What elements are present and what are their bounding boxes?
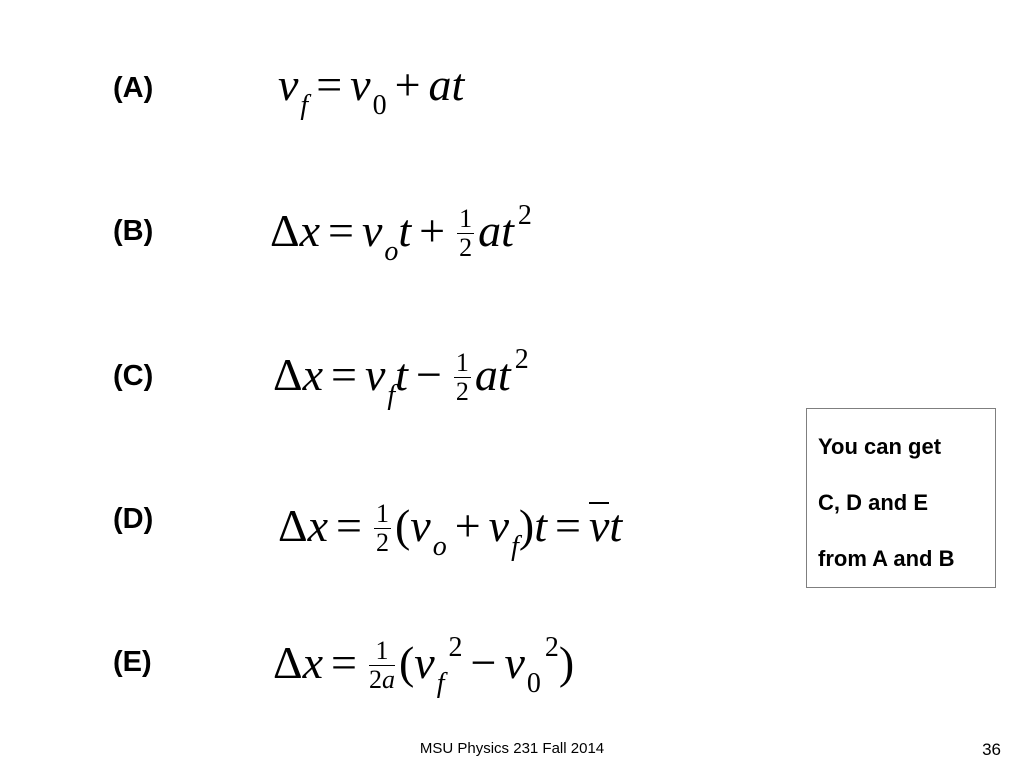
equation-c [273, 344, 529, 412]
label-b: (B) [113, 215, 154, 247]
note-box [806, 408, 996, 588]
label-a: (A) [113, 72, 154, 104]
equation-c-exponent: 2 [514, 344, 529, 376]
equation-d-left-paren: ( [394, 500, 411, 551]
equation-e-v-final: v [414, 637, 435, 689]
label-d: (D) [113, 503, 154, 535]
equation-c-delta: Δ [273, 349, 303, 401]
equation-e-equals: = [331, 637, 357, 689]
equation-b-denominator: 2 [459, 233, 473, 262]
equation-d-denominator: 2 [375, 527, 389, 557]
equation-e-sub-f: f [436, 668, 445, 700]
equation-b-at: at [478, 205, 514, 257]
equation-b-equals: = [328, 205, 354, 257]
equation-c-numerator: 1 [455, 348, 469, 377]
equation-e-minus: − [470, 637, 497, 689]
equation-d-numerator: 1 [375, 498, 389, 528]
slide-number: 36 [982, 740, 1001, 759]
equation-c-fraction [454, 350, 471, 405]
equation-e [273, 632, 575, 700]
equation-a-v0: v [350, 59, 371, 110]
equation-b-plus: + [419, 205, 446, 257]
equation-e-denominator [369, 666, 395, 693]
equation-b-delta: Δ [270, 205, 300, 257]
equation-b-numerator: 1 [459, 204, 473, 233]
slide-footer: MSU Physics 231 Fall 2014 [419, 740, 605, 757]
equation-d-plus: + [454, 500, 481, 551]
equation-e-delta: Δ [273, 637, 303, 689]
equation-e-x: x [302, 637, 324, 689]
equation-e-left-paren: ( [398, 637, 415, 689]
equation-b-v: v [361, 205, 383, 257]
equation-c-minus: − [415, 349, 442, 401]
equation-c-at: at [474, 349, 511, 401]
equation-e-exponent-1: 2 [448, 632, 463, 664]
equation-e-denominator-text: 2a [368, 665, 395, 694]
label-c: (C) [113, 360, 154, 392]
label-e: (E) [113, 646, 152, 678]
note-line-3: from A and B [818, 546, 955, 571]
equation-d [278, 498, 623, 562]
equation-d-v-bar: v [588, 500, 610, 551]
equation-b-t: t [398, 205, 412, 257]
equation-d-right-paren: ) [518, 500, 535, 551]
equation-b [270, 200, 532, 268]
equation-c-t: t [395, 349, 408, 401]
equation-d-sub-o: o [432, 531, 447, 562]
equation-d-sub-f: f [511, 531, 519, 562]
equation-b-sub-o: o [384, 236, 399, 268]
equation-b-fraction [457, 206, 474, 261]
equation-c-denominator: 2 [455, 377, 469, 406]
equation-a-sub-zero: 0 [372, 90, 387, 121]
note-line-1: You can get [818, 434, 942, 459]
equation-e-exponent-2: 2 [544, 632, 559, 664]
equation-d-fraction [374, 498, 391, 557]
equation-d-delta: Δ [278, 500, 308, 551]
equation-a-sub-f: f [300, 90, 309, 121]
equation-a-v: v [278, 59, 299, 110]
equation-d-x: x [307, 500, 329, 551]
equation-d-v-final: v [488, 500, 510, 551]
note-line-2: C, D and E [818, 490, 929, 515]
equation-c-sub-f: f [387, 380, 396, 412]
equation-e-numerator: 1 [369, 638, 395, 666]
equation-e-fraction [369, 638, 395, 693]
equation-a-equals: = [316, 59, 343, 110]
equation-c-x: x [302, 349, 324, 401]
equation-e-right-paren: ) [558, 637, 575, 689]
equation-e-v-initial: v [504, 637, 525, 689]
equation-b-exponent: 2 [517, 200, 532, 232]
equation-d-t-2: t [609, 500, 623, 551]
equation-c-equals: = [331, 349, 357, 401]
equation-a [278, 59, 465, 121]
equation-d-v-initial: v [410, 500, 431, 551]
equation-c-v: v [364, 349, 386, 401]
equation-a-plus: + [394, 59, 421, 110]
equation-a-at: at [428, 59, 465, 110]
equation-d-t: t [534, 500, 547, 551]
equation-d-equals: = [336, 500, 362, 551]
equation-d-equals-2: = [554, 500, 581, 551]
equation-e-sub-zero: 0 [526, 668, 541, 700]
equation-b-x: x [299, 205, 321, 257]
